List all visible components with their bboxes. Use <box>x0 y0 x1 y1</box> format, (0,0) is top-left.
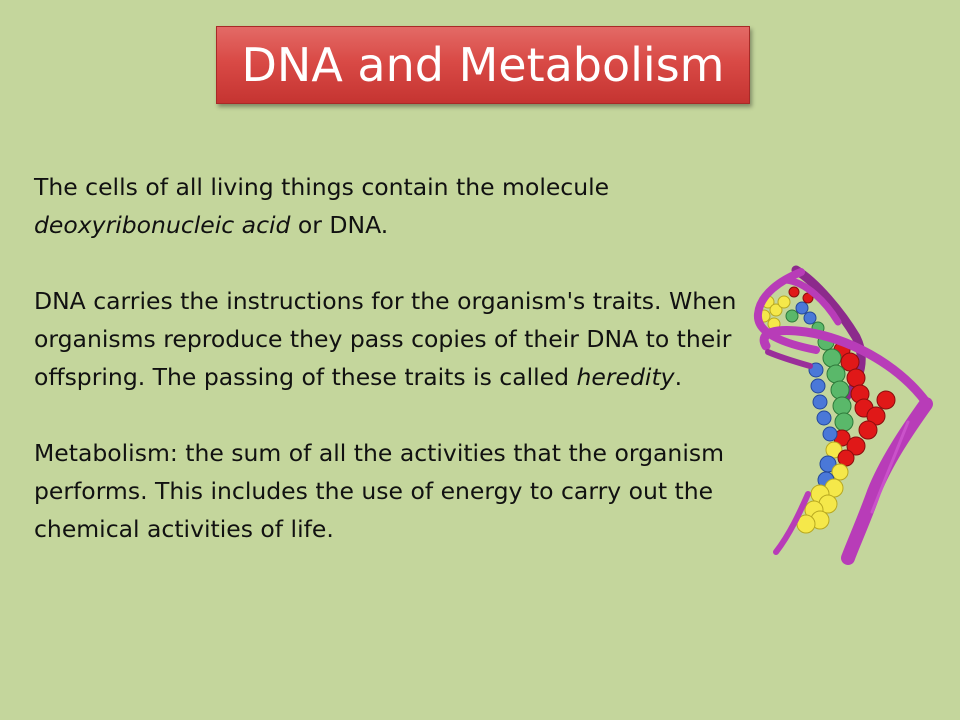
slide-title-box <box>216 26 750 104</box>
paragraph-dna-definition <box>34 168 754 244</box>
paragraph2-text-before: DNA carries the instructions for the organism's traits. When organisms reproduce they pass copies of their DNA to their offspring. The passing of these traits is called <box>34 287 737 391</box>
paragraph-heredity <box>34 282 754 396</box>
dna-double-helix-icon <box>746 262 936 567</box>
paragraph-metabolism: Metabolism: the sum of all the activities that the organism performs. This includes the use of energy to carry out the chemical activities of life. <box>34 439 724 543</box>
term-deoxyribonucleic-acid: deoxyribonucleic acid <box>34 211 291 239</box>
slide-body <box>34 168 754 586</box>
paragraph1-text-after: or DNA. <box>290 211 389 239</box>
paragraph1-text-before: The cells of all living things contain the molecule <box>34 173 610 201</box>
term-heredity: heredity <box>576 363 675 391</box>
slide-title: DNA and Metabolism <box>241 38 725 92</box>
paragraph2-text-after: . <box>674 363 683 391</box>
